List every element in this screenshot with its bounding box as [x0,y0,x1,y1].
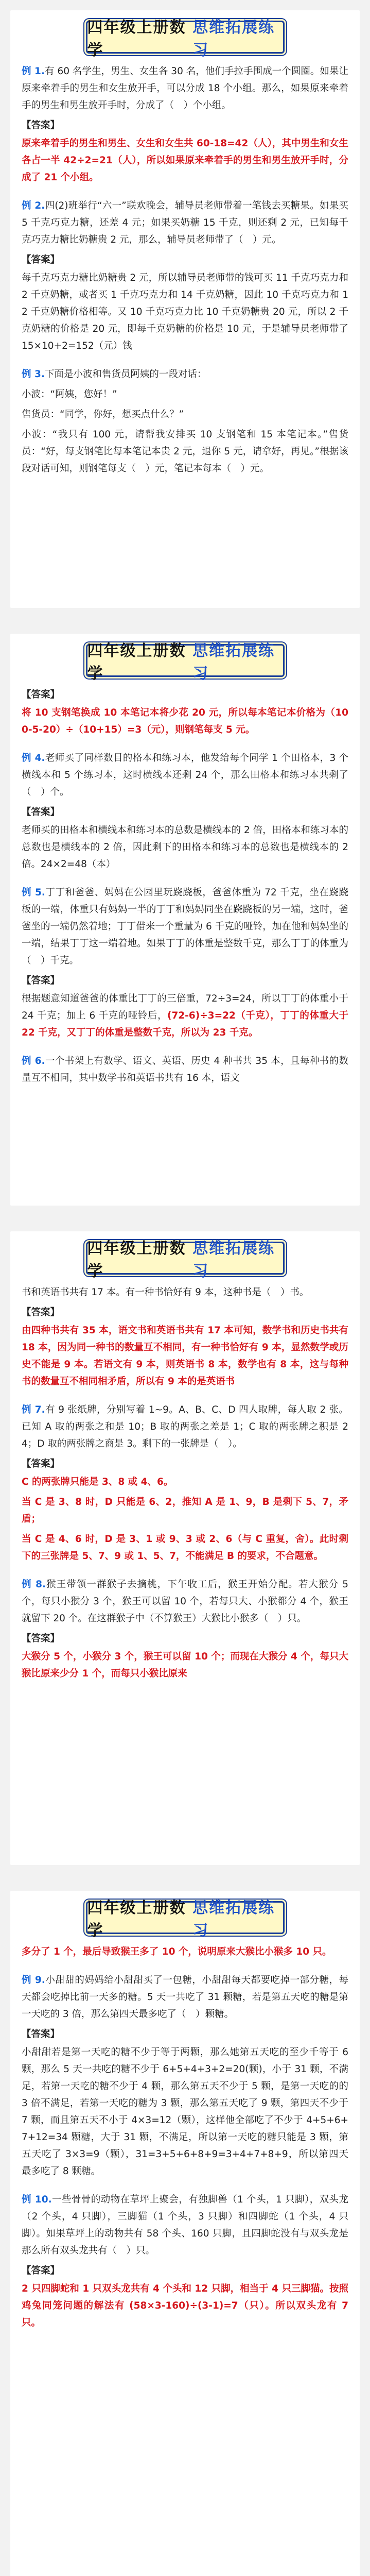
question-10 [22,2191,348,2259]
question-5 [22,884,348,969]
answer-8: 大猴分 5 个，小猴分 3 个，猴王可以留 10 个；而现在大猴分 4 个，每只大猴比原来少分 1 个，而每只小猴比原来 [22,1651,348,1679]
question-7 [22,1401,348,1452]
answer-4: 老师买的田格本和横线本和练习本的总数是横线本的 2 倍，田格本和练习本的总数也是横线本的 2 倍，因此剩下的田格本和练习本的总数也是横线本的 2 倍。24×2=48（本） [22,825,348,870]
banner-title: 四年级上册数学 [87,1899,186,1940]
question-6-continued: 书和英语书共有 17 本。有一种书恰好有 9 本，这种书是（ ）书。 [22,1287,309,1298]
dialogue-line: 小波：“阿姨，您好！” [22,389,117,400]
dialogue-line: 小波：“我只有 100 元，请帮我安排买 10 支钢笔和 15 本笔记本。”售货员：“好，每支钢笔比每本笔记本贵 2 元，退你 5 元，请拿好，再见。”根据该段对话可知，则钢笔每支（ ）元，笔记本每本（ ）元。 [22,429,348,474]
question-9 [22,1972,348,2023]
answer-7-line: C 的两张牌只能是 3、8 或 4、6。 [22,1477,173,1487]
question-2 [22,197,348,248]
answer-label: 【答案】 [22,1459,60,1469]
answer-label: 【答案】 [22,1307,60,1318]
answer-7-line: 当 C 是 3、8 时，D 只能是 6、2，推知 A 是 1、9，B 是剩下 5、7，矛盾； [22,1497,348,1524]
dialogue-line: 售货员：“同学，你好，想买点什么？” [22,409,184,420]
question-text: 丁丁和爸爸、妈妈在公园里玩跷跷板，爸爸体重为 72 千克，坐在跷跷板的一端，体重只有妈妈一半的丁丁和妈妈同坐在跷跷板的另一端，这时，爸爸坐的一端仍然着地；丁丁借来一个重量为 6 千克的哑铃，加在他和妈妈坐的一端，结果丁丁这一端着地。如果丁丁的体重是整数千克，那么丁丁的体重为（ ）千克。 [22,887,348,966]
question-text: 四(2)班举行“六一”联欢晚会，辅导员老师带着一笔钱去买糖果。如果买 5 千克巧克力糖，还差 4 元；如果买奶糖 15 千克，则还剩 2 元，已知每千克巧克力糖比奶糖贵 2 元，那么，辅导员老师带了（ ）元。 [22,200,348,245]
answer-5: 根据题意知道爸爸的体重比丁丁的三倍重，72÷3=24，所以丁丁的体重小于 24 千克；加上 6 千克的哑铃后，(72-6)÷3=22（千克），丁丁的体重大于 22 千克，又丁丁的体重是整数千克，所以为 23 千克。 [22,993,348,1038]
answer-10: 2 只四脚蛇和 1 只双头龙共有 4 个头和 12 只脚，相当于 4 只三脚猫。按照鸡兔同笼问题的解法有 (58×3-160)÷(3-1)=7（只）。所以双头龙有 7 只。 [22,2283,348,2328]
question-text: 小甜甜的妈妈给小甜甜买了一包糖，小甜甜每天都要吃掉一部分糖，每天都会吃掉比前一天多的糖。5 天一共吃了 31 颗糖，若是第五天吃的糖是第一天吃的 3 倍，那么第四天最多吃了（ ）颗糖。 [22,1975,348,2020]
question-number: 例 4. [22,753,45,764]
answer-8-continued: 多分了 1 个，最后导致猴王多了 10 个，说明原来大猴比小猴多 10 只。 [22,1946,332,1957]
question-number: 例 1. [22,66,45,77]
question-number: 例 6. [22,1056,45,1066]
answer-label: 【答案】 [22,1633,60,1644]
answer-3: 将 10 支钢笔换成 10 本笔记本将少花 20 元，所以每本笔记本价格为（100-5-20）÷（10+15）=3（元），则钢笔每支 5 元。 [22,707,348,735]
banner-subtitle: 思维拓展练习 [192,1240,275,1280]
banner-subtitle: 思维拓展练习 [192,19,275,59]
banner-title: 四年级上册数学 [87,19,186,59]
banner-title: 四年级上册数学 [87,642,186,683]
question-text: 老师买了同样数目的格本和练习本，他发给每个同学 1 个田格本，3 个横线本和 5 个练习本，这时横线本还剩 24 个，那么田格本和练习本共剩了（ ）个。 [22,753,348,798]
worksheet-card-2 [10,634,360,1206]
answer-label: 【答案】 [22,807,60,818]
banner [86,642,285,683]
banner [86,1240,285,1280]
worksheet-card-1 [10,10,360,608]
question-3 [22,366,348,383]
banner-subtitle: 思维拓展练习 [192,642,275,683]
answer-6: 由四种书共有 35 本，语文书和英语书共有 17 本可知，数学书和历史书共有 18 本，因为同一种书的数量互不相同，有一种书恰好有 9 本，显然数学或历史不能是 9 本。若语文有 9 本，则英语书 8 本，数学也有 8 本，这与每种书的数量互不相同相矛盾，所以有 9 本的是英语书 [22,1325,348,1387]
question-4 [22,750,348,801]
question-number: 例 9. [22,1975,45,1986]
question-text: 有 9 张纸牌，分别写着 1~9。A、B、C、D 四人取牌，每人取 2 张。已知 A 取的两张之和是 10；B 取的两张之差是 1；C 取的两张牌之积是 24；D 取的两张牌之商是 3。剩下的一张牌是（ ）。 [22,1404,348,1449]
banner-subtitle: 思维拓展练习 [192,1899,275,1940]
question-text: 一个书架上有数学、语文、英语、历史 4 种书共 35 本，且每种书的数量互不相同，其中数学书和英语书共有 16 本，语文 [22,1056,348,1083]
answer-7-line: 当 C 是 4、6 时，D 是 3、1 或 9、3 或 2、6（与 C 重复，舍）。此时剩下的三张牌是 5、7、9 或 1、5、7，不能满足 B 的要求，不合题意。 [22,1534,348,1562]
answer-label: 【答案】 [22,255,60,265]
question-text: 有 60 名学生，男生、女生各 30 名，他们手拉手围成一个圆圈。如果让原来牵着手的男生和女生放开手，可以分成 18 个小组。那么，如果原来牵着手的男生和男生放开手时，分成了（ ）个小组。 [22,66,348,111]
answer-1: 原来牵着手的男生和男生、女生和女生共 60-18=42（人），其中男生和女生各占一半 42÷2=21（人），所以如果原来牵着手的男生和男生放开手时，分成了 21 个小组。 [22,138,348,183]
answer-label: 【答案】 [22,2029,60,2040]
answer-label: 【答案】 [22,2265,60,2276]
answer-2: 每千克巧克力糖比奶糖贵 2 元，所以辅导员老师带的钱可买 11 千克巧克力和 2 千克奶糖，或者买 1 千克巧克力和 14 千克奶糖，因此 10 千克巧克力和 12 千克奶糖价格相等。又 10 千克巧克力比 10 千克奶糖贵 20 元，所以 2 千克奶糖的价格是 20 元，即每千克奶糖的价格是 10 元，于是辅导员老师带了 15×10+2=152（元）钱 [22,273,348,351]
question-number: 例 7. [22,1404,45,1415]
question-1 [22,63,348,114]
question-number: 例 5. [22,887,45,898]
question-number: 例 3. [22,369,45,380]
question-number: 例 10. [22,2194,52,2205]
banner-title: 四年级上册数学 [87,1240,186,1280]
question-6 [22,1053,348,1087]
question-text: 下面是小波和售货员阿姨的一段对话： [44,369,207,380]
answer-label: 【答案】 [22,689,60,700]
worksheet-card-3 [10,1231,360,1865]
banner [86,19,285,59]
worksheet-card-4 [10,1891,360,2576]
banner [86,1899,285,1940]
question-number: 例 8. [22,1579,46,1590]
answer-9: 小甜甜若是第一天吃的糖不少于等于两颗，那么她第五天吃的至少千等于 6 颗，那么 5 天一共吃的糖不少于 6+5+4+3+2=20(颗)，小于 31 颗，不满足，若第一天吃的糖不少于 4 颗，那么第五天不少于 5 颗，是第一天吃的的 3 倍不满足，若第一天吃的糖为 3 颗，那么第五天吃了 9 颗，第四天不少于 7 颗，而且第五天不小于 4×3=12（颗），这样他全部吃了不少于 4+5+6+7+12=34 颗糖，大于 31 颗，不满足，所以第一天吃的糖只能是 3 颗，第五天吃了 3×3=9（颗），31=3+5+6+8+9=3+4+7+8+9，所以第四天最多吃了 8 颗糖。 [22,2047,348,2177]
question-text: 一些骨骨的动物在草坪上聚会，有独脚兽（1 个头，1 只脚），双头龙（2 个头，4 只脚），三脚猫（1 个头，3 只脚）和四脚蛇（1 个头，4 只脚）。如果草坪上的动物共有 58 个头、160 只脚，且四脚蛇没有与双头龙是那么所有双头龙共有（ ）只。 [22,2194,348,2256]
answer-label: 【答案】 [22,120,60,131]
answer-label: 【答案】 [22,975,60,986]
question-8 [22,1576,348,1627]
question-number: 例 2. [22,200,45,211]
question-text: 猴王带领一群猴子去摘桃，下午收工后，猴王开始分配。若大猴分 5 个，每只小猴分 3 个，猴王可以留 10 个，若每只大、小猴都分 4 个，猴王就留下 20 个。在这群猴子中（不算猴王）大猴比小猴多（ ）只。 [22,1579,349,1624]
